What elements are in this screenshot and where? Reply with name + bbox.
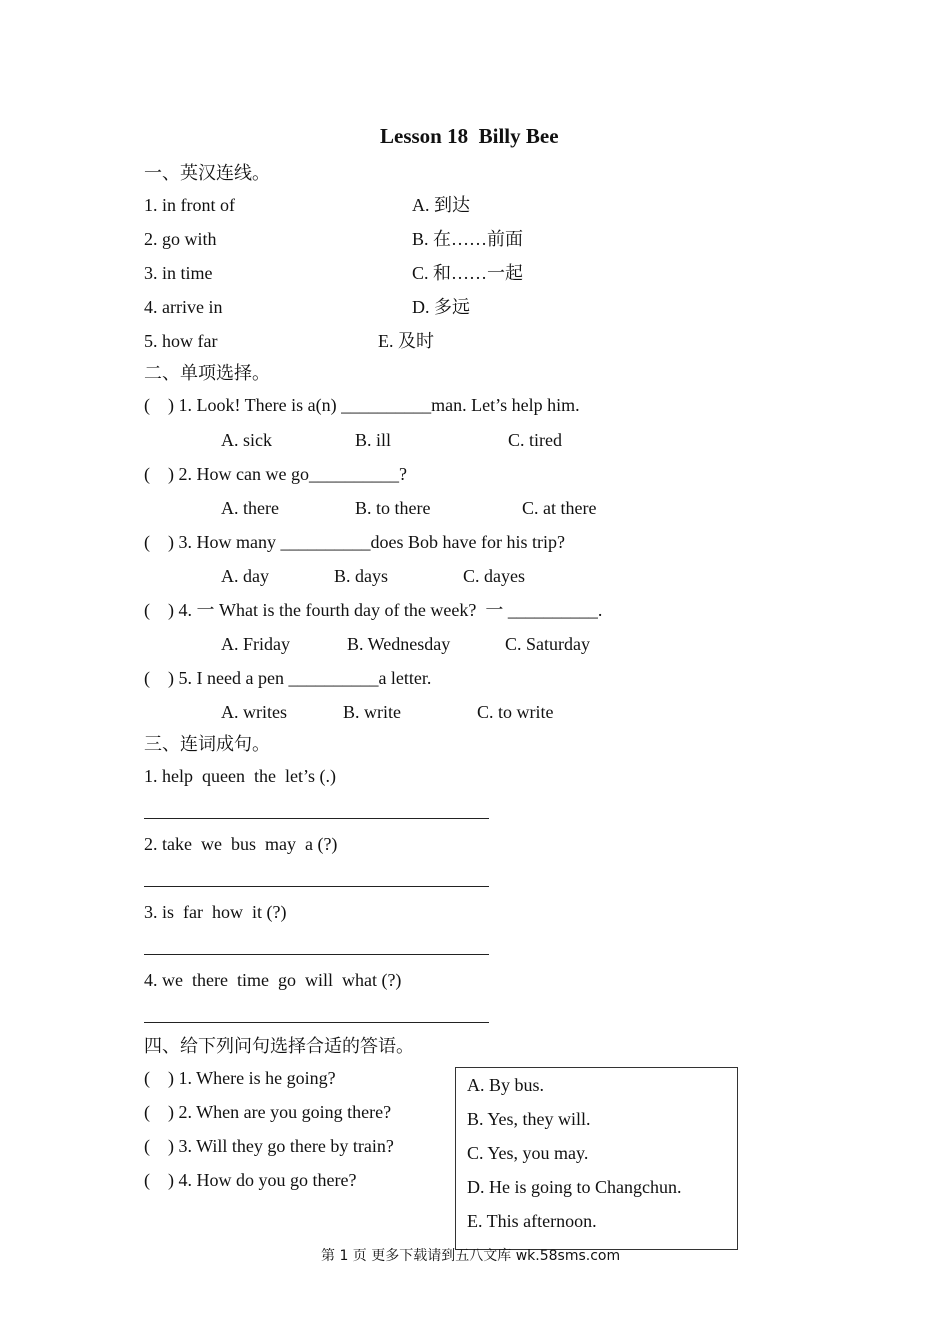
mc-option: A. sick (221, 430, 272, 450)
answer-option: E. This afternoon. (467, 1211, 597, 1231)
section-2-heading: 二、单项选择。 (144, 363, 270, 383)
answer-line[interactable] (144, 954, 489, 955)
section-1-heading: 一、英汉连线。 (144, 163, 270, 183)
mc-option: C. tired (508, 430, 562, 450)
match-left-item: 2. go with (144, 229, 217, 249)
word-order-item: 2. take we bus may a (?) (144, 834, 338, 854)
mc-option: B. days (334, 566, 388, 586)
mc-option: A. writes (221, 702, 287, 722)
match-left-item: 5. how far (144, 331, 218, 351)
mc-question: ( ) 5. I need a pen __________a letter. (144, 668, 432, 688)
response-question: ( ) 2. When are you going there? (144, 1102, 392, 1122)
answer-option: B. Yes, they will. (467, 1109, 591, 1129)
match-left-item: 1. in front of (144, 195, 235, 215)
mc-question: ( ) 3. How many __________does Bob have for his trip? (144, 532, 565, 552)
response-question: ( ) 3. Will they go there by train? (144, 1136, 394, 1156)
answer-line[interactable] (144, 886, 489, 887)
answer-option: A. By bus. (467, 1075, 545, 1095)
mc-option: B. write (343, 702, 401, 722)
answer-line[interactable] (144, 1022, 489, 1023)
match-right-item: B. 在……前面 (412, 229, 524, 249)
mc-option: A. day (221, 566, 269, 586)
mc-option: B. to there (355, 498, 431, 518)
page-title: Lesson 18 Billy Bee (380, 124, 559, 148)
response-question: ( ) 1. Where is he going? (144, 1068, 336, 1088)
mc-option: B. ill (355, 430, 392, 450)
match-right-item: C. 和……一起 (412, 263, 524, 283)
match-left-item: 4. arrive in (144, 297, 223, 317)
mc-question: ( ) 4. 一 What is the fourth day of the week? 一 __________. (144, 600, 603, 620)
answer-option: C. Yes, you may. (467, 1143, 589, 1163)
mc-option: C. at there (522, 498, 597, 518)
mc-option: C. dayes (463, 566, 525, 586)
word-order-item: 3. is far how it (?) (144, 902, 287, 922)
match-left-item: 3. in time (144, 263, 213, 283)
mc-option: A. Friday (221, 634, 290, 654)
mc-option: C. to write (477, 702, 554, 722)
mc-question: ( ) 1. Look! There is a(n) __________man. Let’s help him. (144, 395, 580, 415)
mc-option: A. there (221, 498, 279, 518)
response-question: ( ) 4. How do you go there? (144, 1170, 357, 1190)
section-4-heading: 四、给下列问句选择合适的答语。 (144, 1036, 414, 1056)
word-order-item: 1. help queen the let’s (.) (144, 766, 336, 786)
match-right-item: D. 多远 (412, 297, 470, 317)
answer-line[interactable] (144, 818, 489, 819)
word-order-item: 4. we there time go will what (?) (144, 970, 402, 990)
mc-option: B. Wednesday (347, 634, 451, 654)
mc-option: C. Saturday (505, 634, 590, 654)
match-right-item: A. 到达 (412, 195, 470, 215)
mc-question: ( ) 2. How can we go__________? (144, 464, 407, 484)
answer-option: D. He is going to Changchun. (467, 1177, 682, 1197)
page-footer: 第 1 页 更多下载请到五八文库 wk.58sms.com (321, 1248, 621, 1264)
section-3-heading: 三、连词成句。 (144, 734, 270, 754)
match-right-item: E. 及时 (378, 331, 434, 351)
